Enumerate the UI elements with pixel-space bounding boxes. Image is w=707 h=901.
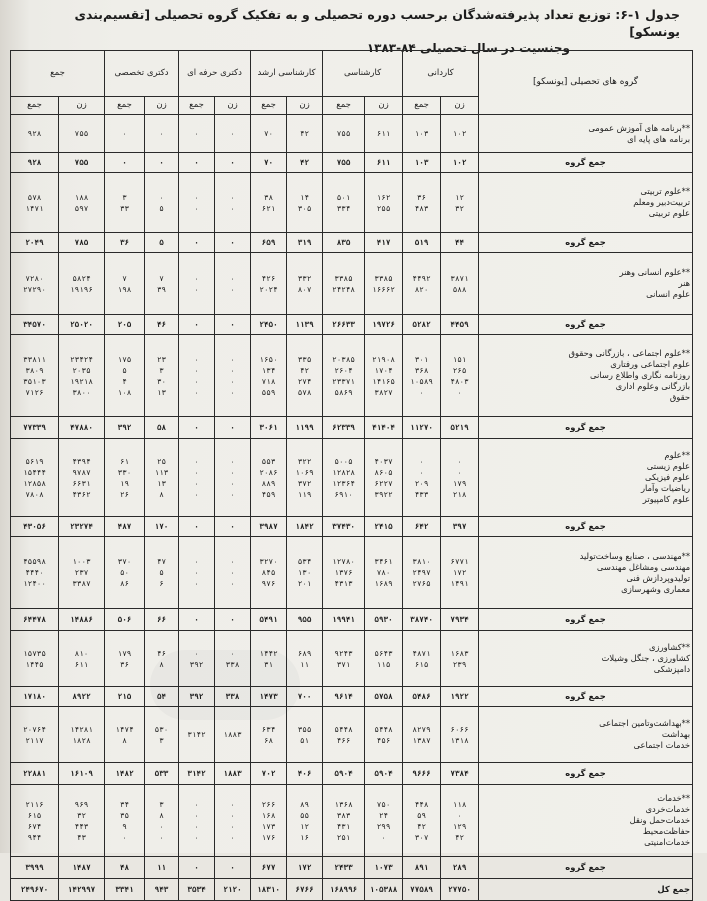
group-total-row-value: ۱۸۴۲ [287, 517, 323, 537]
group-total-row [11, 315, 693, 335]
table-row-value: ۰ ۵ [145, 173, 179, 233]
table-row-label: **کشاورزی کشاورزی ، جنگل وشیلات دامپزشکی [479, 631, 693, 687]
group-total-row-value: ۰ [215, 153, 251, 173]
header-sub-total: جمع [11, 97, 59, 115]
table-row-value: ۴۴۹۲ ۸۲۰ [403, 253, 441, 315]
table-row-value: ۳۸۷۱ ۵۸۸ [441, 253, 479, 315]
group-total-row-value: ۹۵۵ [287, 609, 323, 631]
group-total-row [11, 687, 693, 707]
group-total-row-value: ۲۴۵۰ [251, 315, 287, 335]
table-body [11, 115, 693, 901]
group-total-row-value: ۶۵۹ [251, 233, 287, 253]
table-row-value: ۰ ۰ ۰ ۰ [179, 439, 215, 517]
table-row-value: ۲۱۱۶ ۶۱۵ ۶۷۴ ۹۴۴ [11, 785, 59, 857]
group-total-row-label: جمع گروه [479, 857, 693, 879]
group-total-row-value: ۳۴۵۷۰ [11, 315, 59, 335]
table-row-value: ۴۲۶ ۲۰۲۴ [251, 253, 287, 315]
table-row-value: ۲۰۷۶۴ ۲۱۱۷ [11, 707, 59, 763]
header-sub-women: زن [59, 97, 105, 115]
group-total-row-value: ۰ [179, 609, 215, 631]
table-row-value: ۰ [179, 115, 215, 153]
group-total-row-value: ۳۹۹۹ [11, 857, 59, 879]
table-row-value: ۱۲۷۸۰ ۱۳۷۶ ۴۳۱۳ [323, 537, 365, 609]
group-total-row-value: ۳۹۷ [441, 517, 479, 537]
header-level-total: جمع [11, 51, 105, 97]
group-total-row-value: ۴۱۷ [365, 233, 403, 253]
table-row-value: ۱۲ ۳۲ [441, 173, 479, 233]
table-row-value: ۰ ۰ ۰ ۰ [215, 439, 251, 517]
table-row-value: ۶۳۴ ۶۸ [251, 707, 287, 763]
table-row-value: ۷۲۸۰ ۲۷۲۹۰ [11, 253, 59, 315]
group-total-row-value: ۵۴۹۱ [251, 609, 287, 631]
group-total-row-value: ۳۷۴۳۰ [323, 517, 365, 537]
table-row-value: ۹۲۴۳ ۳۷۱ [323, 631, 365, 687]
table-row-value: ۶۱۱ [365, 115, 403, 153]
table-row-value: ۵۸۲۴ ۱۹۱۹۶ [59, 253, 105, 315]
grand-total-row-label: جمع کل [479, 879, 693, 901]
group-total-row-value: ۵۹۰۴ [365, 763, 403, 785]
table-row-value: ۴۰۳۷ ۸۶۰۵ ۶۲۲۷ ۳۹۲۲ [365, 439, 403, 517]
table-row-value: ۵۳۴ ۱۳۰ ۲۰۱ [287, 537, 323, 609]
table-row-value: ۶۷۷۱ ۱۷۲ ۱۴۹۱ [441, 537, 479, 609]
table-row-value: ۰ ۰ [215, 253, 251, 315]
header-level-associate: کاردانی [403, 51, 479, 97]
table-row-value: ۴۳۹۴ ۹۷۸۷ ۶۶۳۱ ۴۳۶۲ [59, 439, 105, 517]
table-row-value: ۷۵۰ ۲۴ ۲۹۹ ۰ [365, 785, 403, 857]
table-row-value: ۲۳۴۲۴ ۲۰۳۵ ۱۹۲۱۸ ۳۸۰۰ [59, 335, 105, 417]
group-total-row-value: ۰ [179, 153, 215, 173]
table-row-value: ۱۸۸۳ [215, 707, 251, 763]
group-total-row-value: ۷۰ [251, 153, 287, 173]
table-row-value: ۷۵۵ [59, 115, 105, 153]
group-total-row-value: ۳۶ [105, 233, 145, 253]
group-total-row-value: ۰ [215, 417, 251, 439]
admissions-table [10, 50, 693, 901]
table-row-value: ۵۶۴۳ ۱۱۵ [365, 631, 403, 687]
group-total-row-value: ۱۷۰ [145, 517, 179, 537]
table-row-value: ۰ ۳۹۲ [179, 631, 215, 687]
table-row-value: ۰ ۰ [179, 253, 215, 315]
group-total-row-value: ۴۶ [145, 315, 179, 335]
grand-total-row-value: ۱۸۳۱۰ [251, 879, 287, 901]
group-total-row [11, 153, 693, 173]
table-row-value: ۱۳۶۸ ۳۸۳ ۴۳۱ ۲۵۱ [323, 785, 365, 857]
table-row-value: ۴۲ [287, 115, 323, 153]
header-level-professional-doctorate: دکتری حرفه ای [179, 51, 251, 97]
group-total-row-value: ۰ [215, 233, 251, 253]
group-total-row-value: ۲۴۳۳ [323, 857, 365, 879]
table-row [11, 335, 693, 417]
group-total-row-value: ۷۰۲ [251, 763, 287, 785]
table-row-value: ۳ ۳۳ [105, 173, 145, 233]
group-total-row-value: ۸۹۱ [403, 857, 441, 879]
table-row-value: ۶۰۶۶ ۱۳۱۸ [441, 707, 479, 763]
group-total-row-value: ۳۱۹ [287, 233, 323, 253]
table-row-value: ۱۵۱ ۲۶۵ ۴۸۰۳ ۰ [441, 335, 479, 417]
table-row-value: ۸۹ ۵۵ ۱۲ ۱۶ [287, 785, 323, 857]
grand-total-row-value: ۷۷۵۸۹ [403, 879, 441, 901]
table-row-value: ۰ [215, 115, 251, 153]
table-row-value: ۲۱۹۰۸ ۱۷۰۴ ۱۴۱۶۵ ۳۸۲۷ [365, 335, 403, 417]
table-row-value: ۵۵۳ ۲۰۸۶ ۸۸۹ ۴۵۹ [251, 439, 287, 517]
table-row-value: ۰ ۰ ۲۰۹ ۴۳۳ [403, 439, 441, 517]
group-total-row-value: ۵۸ [145, 417, 179, 439]
group-total-row-value: ۸۹۲۲ [59, 687, 105, 707]
table-row-value: ۱۸۸ ۵۹۷ [59, 173, 105, 233]
table-row-value: ۰ [145, 115, 179, 153]
table-row-value: ۷ ۱۹۸ [105, 253, 145, 315]
table-row-value: ۵۳۰ ۳ [145, 707, 179, 763]
table-row-value: ۴۸۷۱ ۶۱۵ [403, 631, 441, 687]
group-total-row-value: ۵۲۱۹ [441, 417, 479, 439]
table-row-value: ۳۳۸۵ ۱۶۶۶۲ [365, 253, 403, 315]
group-total-row-value: ۱۷۲ [287, 857, 323, 879]
table-row-value: ۳۶ ۴۸۳ [403, 173, 441, 233]
group-total-row-value: ۰ [179, 517, 215, 537]
group-total-row-value: ۲۰۴۹ [11, 233, 59, 253]
table-row-value: ۳۳۲ ۸۰۷ [287, 253, 323, 315]
table-row-value: ۳۸ ۶۲۱ [251, 173, 287, 233]
group-total-row-value: ۵۰۶ [105, 609, 145, 631]
group-total-row-label: جمع گروه [479, 687, 693, 707]
group-total-row-value: ۰ [215, 517, 251, 537]
table-row-label: **مهندسی ، صنایع وساخت‌تولید مهندسی ومشاغل مهندسی تولیدوپردازش فنی معماری وشهرسازی [479, 537, 693, 609]
group-total-row-value: ۱۱۳۹ [287, 315, 323, 335]
group-total-row-value: ۵۴۸۶ [403, 687, 441, 707]
table-row-value: ۸۱۰ ۶۱۱ [59, 631, 105, 687]
group-total-row-value: ۱۶۱۰۹ [59, 763, 105, 785]
table-row-value: ۸۲۷۹ ۱۳۸۷ [403, 707, 441, 763]
group-total-row-value: ۳۳۸ [215, 687, 251, 707]
group-total-row-value: ۳۹۸۷ [251, 517, 287, 537]
table-row-value: ۳۳۸۵ ۲۴۲۴۸ [323, 253, 365, 315]
table-row [11, 439, 693, 517]
group-total-row [11, 417, 693, 439]
group-total-row-value: ۵۹۳۰ [365, 609, 403, 631]
grand-total-row [11, 879, 693, 901]
table-row-value: ۵۴۴۸ ۴۶۶ [323, 707, 365, 763]
group-total-row-value: ۰ [179, 233, 215, 253]
group-total-row-value: ۰ [105, 153, 145, 173]
group-total-row-label: جمع گروه [479, 233, 693, 253]
table-row-value: ۱۱۸ ۰ ۱۲۹ ۴۲ [441, 785, 479, 857]
table-row-value: ۰ ۰ [179, 173, 215, 233]
group-total-row-value: ۱۹۷۲۶ [365, 315, 403, 335]
group-total-row-value: ۷۸۵ [59, 233, 105, 253]
group-total-row-value: ۱۹۲۲ [441, 687, 479, 707]
group-total-row-value: ۶۱۱ [365, 153, 403, 173]
table-row-value: ۰ ۰ ۰ [215, 537, 251, 609]
group-total-row-value: ۵۷۵۸ [365, 687, 403, 707]
table-row-value: ۳۸۱۰ ۲۴۹۷ ۲۷۶۵ [403, 537, 441, 609]
table-row-value: ۴۶ ۸ [145, 631, 179, 687]
group-total-row-value: ۹۶۱۴ [323, 687, 365, 707]
group-total-row-value: ۷۹۳۴ [441, 609, 479, 631]
header-group-column: گروه های تحصیلی [یونسکو] [479, 51, 693, 115]
group-total-row-label: جمع گروه [479, 763, 693, 785]
caption-line-2: وجنسیت در سال تحصیلی ۸۴-۱۳۸۳ [366, 41, 570, 55]
table-row-value: ۵۶۱۹ ۱۵۴۴۴ ۱۲۸۵۸ ۷۸۰۸ [11, 439, 59, 517]
table-row-label: **بهداشت‌وتامین اجتماعی بهداشت خدمات اجتماعی [479, 707, 693, 763]
table-row [11, 785, 693, 857]
group-total-row-value: ۶۶ [145, 609, 179, 631]
header-sub-women: زن [365, 97, 403, 115]
table-row-value: ۱۰۲ [441, 115, 479, 153]
group-total-row-value: ۱۹۹۴۱ [323, 609, 365, 631]
group-total-row-value: ۲۲۸۸۱ [11, 763, 59, 785]
group-total-row-value: ۴۸ [105, 857, 145, 879]
table-row-value: ۵۴۴۸ ۴۵۶ [365, 707, 403, 763]
group-total-row-value: ۳۸۷۴۰ [403, 609, 441, 631]
group-total-row-value: ۴۰۶ [287, 763, 323, 785]
table-row-label: **علوم انسانی وهنر هنر علوم انسانی [479, 253, 693, 315]
table-row-value: ۰ ۰ ۰ ۰ [215, 335, 251, 417]
table-row-value: ۰ ۳۳۸ [215, 631, 251, 687]
group-total-row-value: ۴۴۵۹ [441, 315, 479, 335]
group-total-row-value: ۴۱۴۰۴ [365, 417, 403, 439]
table-row-value: ۴۴۸ ۵۹ ۴۲ ۳۰۷ [403, 785, 441, 857]
table-row-value: ۵۰۱ ۳۳۴ [323, 173, 365, 233]
table-row-value: ۱۴۴۲ ۳۱ [251, 631, 287, 687]
group-total-row-value: ۱۰۲ [441, 153, 479, 173]
header-level-bachelor: کارشناسی [323, 51, 403, 97]
caption-line-1: جدول ۱-۶: توزیع تعداد پذیرفته‌شدگان برحسب دوره تحصیلی و به تفکیک گروه تحصیلی [تقسیم‌بندی یونسکو] [74, 7, 680, 39]
group-total-row [11, 517, 693, 537]
table-row-label: **برنامه های آموزش عمومی برنامه های پایه ای [479, 115, 693, 153]
group-total-row-value: ۳۹۲ [179, 687, 215, 707]
group-total-row-value: ۷۵۵ [59, 153, 105, 173]
group-total-row-value: ۵۹۰۴ [323, 763, 365, 785]
header-sub-women: زن [441, 97, 479, 115]
group-total-row-value: ۷۰۰ [287, 687, 323, 707]
table-row-value: ۳۰۱ ۳۶۸ ۱۰۵۸۹ ۰ [403, 335, 441, 417]
group-total-row [11, 233, 693, 253]
group-total-row [11, 763, 693, 785]
table-row-value: ۷۵۵ [323, 115, 365, 153]
group-total-row-value: ۲۴۱۵ [365, 517, 403, 537]
table-row-value: ۰ ۰ ۰ ۰ [179, 335, 215, 417]
group-total-row-value: ۳۱۴۲ [179, 763, 215, 785]
table-row-value: ۳۲۷۰ ۸۴۵ ۹۷۶ [251, 537, 287, 609]
table-row-value: ۰ ۰ [215, 173, 251, 233]
grand-total-row-value: ۲۴۹۶۷۰ [11, 879, 59, 901]
group-total-row-value: ۰ [145, 153, 179, 173]
grand-total-row-value: ۱۰۵۳۸۸ [365, 879, 403, 901]
table-row-value: ۱۶۵۰ ۱۳۴ ۷۱۸ ۵۵۹ [251, 335, 287, 417]
table-row-value: ۴۷ ۵ ۶ [145, 537, 179, 609]
group-total-row-value: ۱۴۸۲ [105, 763, 145, 785]
grand-total-row-value: ۳۳۴۱ [105, 879, 145, 901]
table-row-value: ۲۵ ۱۱۳ ۱۳ ۸ [145, 439, 179, 517]
group-total-row-value: ۴۴ [441, 233, 479, 253]
group-total-row-value: ۱۰۷۳ [365, 857, 403, 879]
table-row-label: **علوم علوم زیستی علوم فیزیکی ریاضیات وآمار علوم کامپیوتر [479, 439, 693, 517]
group-total-row-value: ۱۷۱۸۰ [11, 687, 59, 707]
group-total-row-value: ۱۴۸۷ [59, 857, 105, 879]
group-total-row-value: ۶۲۳۳۹ [323, 417, 365, 439]
header-sub-total: جمع [403, 97, 441, 115]
grand-total-row-value: ۲۷۷۵۰ [441, 879, 479, 901]
group-total-row-value: ۷۳۸۴ [441, 763, 479, 785]
group-total-row-value: ۲۳۲۷۴ [59, 517, 105, 537]
grand-total-row-value: ۱۶۸۹۹۶ [323, 879, 365, 901]
group-total-row-label: جمع گروه [479, 517, 693, 537]
grand-total-row-value: ۹۴۳ [145, 879, 179, 901]
group-total-row-value: ۲۵۰۲۰ [59, 315, 105, 335]
table-row-value: ۱۷۹ ۳۶ [105, 631, 145, 687]
table-row-value: ۰ ۰ ۰ [179, 537, 215, 609]
table-row-value: ۲۳ ۳ ۳۰ ۱۳ [145, 335, 179, 417]
group-total-row-value: ۰ [179, 417, 215, 439]
header-sub-women: زن [145, 97, 179, 115]
grand-total-row-value: ۶۷۶۶ [287, 879, 323, 901]
header-sub-total: جمع [179, 97, 215, 115]
group-total-row-value: ۵۲۸۲ [403, 315, 441, 335]
group-total-row-value: ۱۱۲۷۰ [403, 417, 441, 439]
group-total-row-label: جمع گروه [479, 417, 693, 439]
group-total-row-value: ۲۶۶۳۳ [323, 315, 365, 335]
group-total-row-value: ۵۳۳ [145, 763, 179, 785]
table-row-value: ۰ [105, 115, 145, 153]
table-row-value: ۹۲۸ [11, 115, 59, 153]
table-row [11, 631, 693, 687]
group-total-row-value: ۰ [215, 315, 251, 335]
table-row-value: ۶۸۹ ۱۱ [287, 631, 323, 687]
group-total-row [11, 609, 693, 631]
table-row-value: ۳۵۵ ۵۱ [287, 707, 323, 763]
group-total-row-label: جمع گروه [479, 153, 693, 173]
table-row-label: **علوم اجتماعی ، بازرگانی وحقوق علوم اجتماعی ورفتاری روزنامه نگاری واطلاع رسانی بازرگانی وعلوم اداری حقوق [479, 335, 693, 417]
group-total-row-value: ۰ [215, 609, 251, 631]
group-total-row-value: ۷۷۳۳۹ [11, 417, 59, 439]
table-row [11, 537, 693, 609]
table-row-value: ۳۲۲ ۱۰۶۹ ۳۷۲ ۱۱۹ [287, 439, 323, 517]
table-row-value: ۱۵۷۳۵ ۱۴۴۵ [11, 631, 59, 687]
table-row-value: ۶۱ ۳۳۰ ۱۹ ۲۶ [105, 439, 145, 517]
table-row-value: ۱۴ ۳۰۵ [287, 173, 323, 233]
table-row [11, 253, 693, 315]
group-total-row-value: ۵۴ [145, 687, 179, 707]
table-row-value: ۱۰۰۳ ۲۳۷ ۳۳۸۷ [59, 537, 105, 609]
table-row-label: **خدمات خدمات‌خردی خدمات‌حمل ونقل حفاظت‌محیط خدمات‌امنیتی [479, 785, 693, 857]
grand-total-row-value: ۲۱۲۰ [215, 879, 251, 901]
table-row-value: ۰ ۰ ۰ ۰ [179, 785, 215, 857]
header-sub-women: زن [215, 97, 251, 115]
group-total-row-value: ۸۳۵ [323, 233, 365, 253]
table-row-value: ۵۷۸ ۱۴۷۱ [11, 173, 59, 233]
group-total-row-value: ۶۴۴۷۸ [11, 609, 59, 631]
header-sub-women: زن [287, 97, 323, 115]
group-total-row-value: ۲۱۵ [105, 687, 145, 707]
table-row-value: ۱۶۲ ۲۵۵ [365, 173, 403, 233]
group-total-row-value: ۰ [215, 857, 251, 879]
group-total-row-label: جمع گروه [479, 609, 693, 631]
group-total-row-value: ۶۴۲ [403, 517, 441, 537]
table-row-value: ۱۴۷۴ ۸ [105, 707, 145, 763]
group-total-row-value: ۰ [179, 315, 215, 335]
group-total-row-value: ۰ [179, 857, 215, 879]
group-total-row-value: ۱۴۷۳ [251, 687, 287, 707]
table-row-value: ۰ ۰ ۱۷۹ ۲۱۸ [441, 439, 479, 517]
group-total-row [11, 857, 693, 879]
group-total-row-value: ۴۸۷ [105, 517, 145, 537]
group-total-row-value: ۳۹۲ [105, 417, 145, 439]
header-sub-total: جمع [323, 97, 365, 115]
group-total-row-value: ۲۸۹ [441, 857, 479, 879]
group-total-row-value: ۲۰۵ [105, 315, 145, 335]
grand-total-row-value: ۳۵۳۴ [179, 879, 215, 901]
group-total-row-value: ۵۱۹ [403, 233, 441, 253]
group-total-row-value: ۱۴۸۸۶ [59, 609, 105, 631]
group-total-row-value: ۳۰۶۱ [251, 417, 287, 439]
header-level-phd: دکتری تخصصی [105, 51, 179, 97]
table-row-value: ۷ ۳۹ [145, 253, 179, 315]
table-row-value: ۰ ۰ ۰ ۰ [215, 785, 251, 857]
table-row-value: ۹۶۹ ۳۲ ۴۴۳ ۴۳ [59, 785, 105, 857]
header-sub-total: جمع [105, 97, 145, 115]
table-row-value: ۱۰۳ [403, 115, 441, 153]
table-row-value: ۲۶۶ ۱۶۸ ۱۷۳ ۱۷۶ [251, 785, 287, 857]
group-total-row-value: ۱۸۸۳ [215, 763, 251, 785]
table-row-label: **علوم تربیتی تربیت‌دبیر ومعلم علوم تربیتی [479, 173, 693, 233]
group-total-row-value: ۱۱ [145, 857, 179, 879]
header-level-master: کارشناسی ارشد [251, 51, 323, 97]
table-row-value: ۱۶۸۳ ۲۳۹ [441, 631, 479, 687]
group-total-row-value: ۶۷۷ [251, 857, 287, 879]
group-total-row-value: ۱۱۹۹ [287, 417, 323, 439]
group-total-row-value: ۷۵۵ [323, 153, 365, 173]
table-row-value: ۳۴ ۳۵ ۹ ۰ [105, 785, 145, 857]
table-row-value: ۷۰ [251, 115, 287, 153]
table-row-value: ۱۴۲۸۱ ۱۸۲۸ [59, 707, 105, 763]
grand-total-row-value: ۱۴۲۹۹۷ [59, 879, 105, 901]
table-row-value: ۳۳۸۱۱ ۳۸۰۹ ۳۵۱۰۳ ۷۱۲۶ [11, 335, 59, 417]
group-total-row-value: ۵ [145, 233, 179, 253]
table-row-value: ۳۷۰ ۵۰ ۸۶ [105, 537, 145, 609]
header-sub-total: جمع [251, 97, 287, 115]
table-row-value: ۳۱۴۲ [179, 707, 215, 763]
group-total-row-value: ۱۰۳ [403, 153, 441, 173]
group-total-row-value: ۹۲۸ [11, 153, 59, 173]
table-row-value: ۴۵۵۹۸ ۴۴۴۰ ۱۲۴۰۰ [11, 537, 59, 609]
table-row-value: ۳۴۶۱ ۷۸۰ ۱۶۸۹ [365, 537, 403, 609]
table-row-value: ۳ ۸ ۰ ۰ [145, 785, 179, 857]
table-row-value: ۲۰۳۸۵ ۲۶۰۴ ۲۳۳۷۱ ۵۸۶۹ [323, 335, 365, 417]
group-total-row-value: ۴۳۰۵۶ [11, 517, 59, 537]
table-row [11, 115, 693, 153]
table-row [11, 707, 693, 763]
table-row [11, 173, 693, 233]
table-row-value: ۱۷۵ ۵ ۴ ۱۰۸ [105, 335, 145, 417]
group-total-row-value: ۴۷۸۸۰ [59, 417, 105, 439]
table-row-value: ۳۳۵ ۴۲ ۲۷۴ ۵۷۸ [287, 335, 323, 417]
table-row-value: ۵۰۰۵ ۱۲۸۲۸ ۱۲۳۶۴ ۶۹۱۰ [323, 439, 365, 517]
group-total-row-value: ۹۶۶۶ [403, 763, 441, 785]
group-total-row-label: جمع گروه [479, 315, 693, 335]
group-total-row-value: ۴۲ [287, 153, 323, 173]
